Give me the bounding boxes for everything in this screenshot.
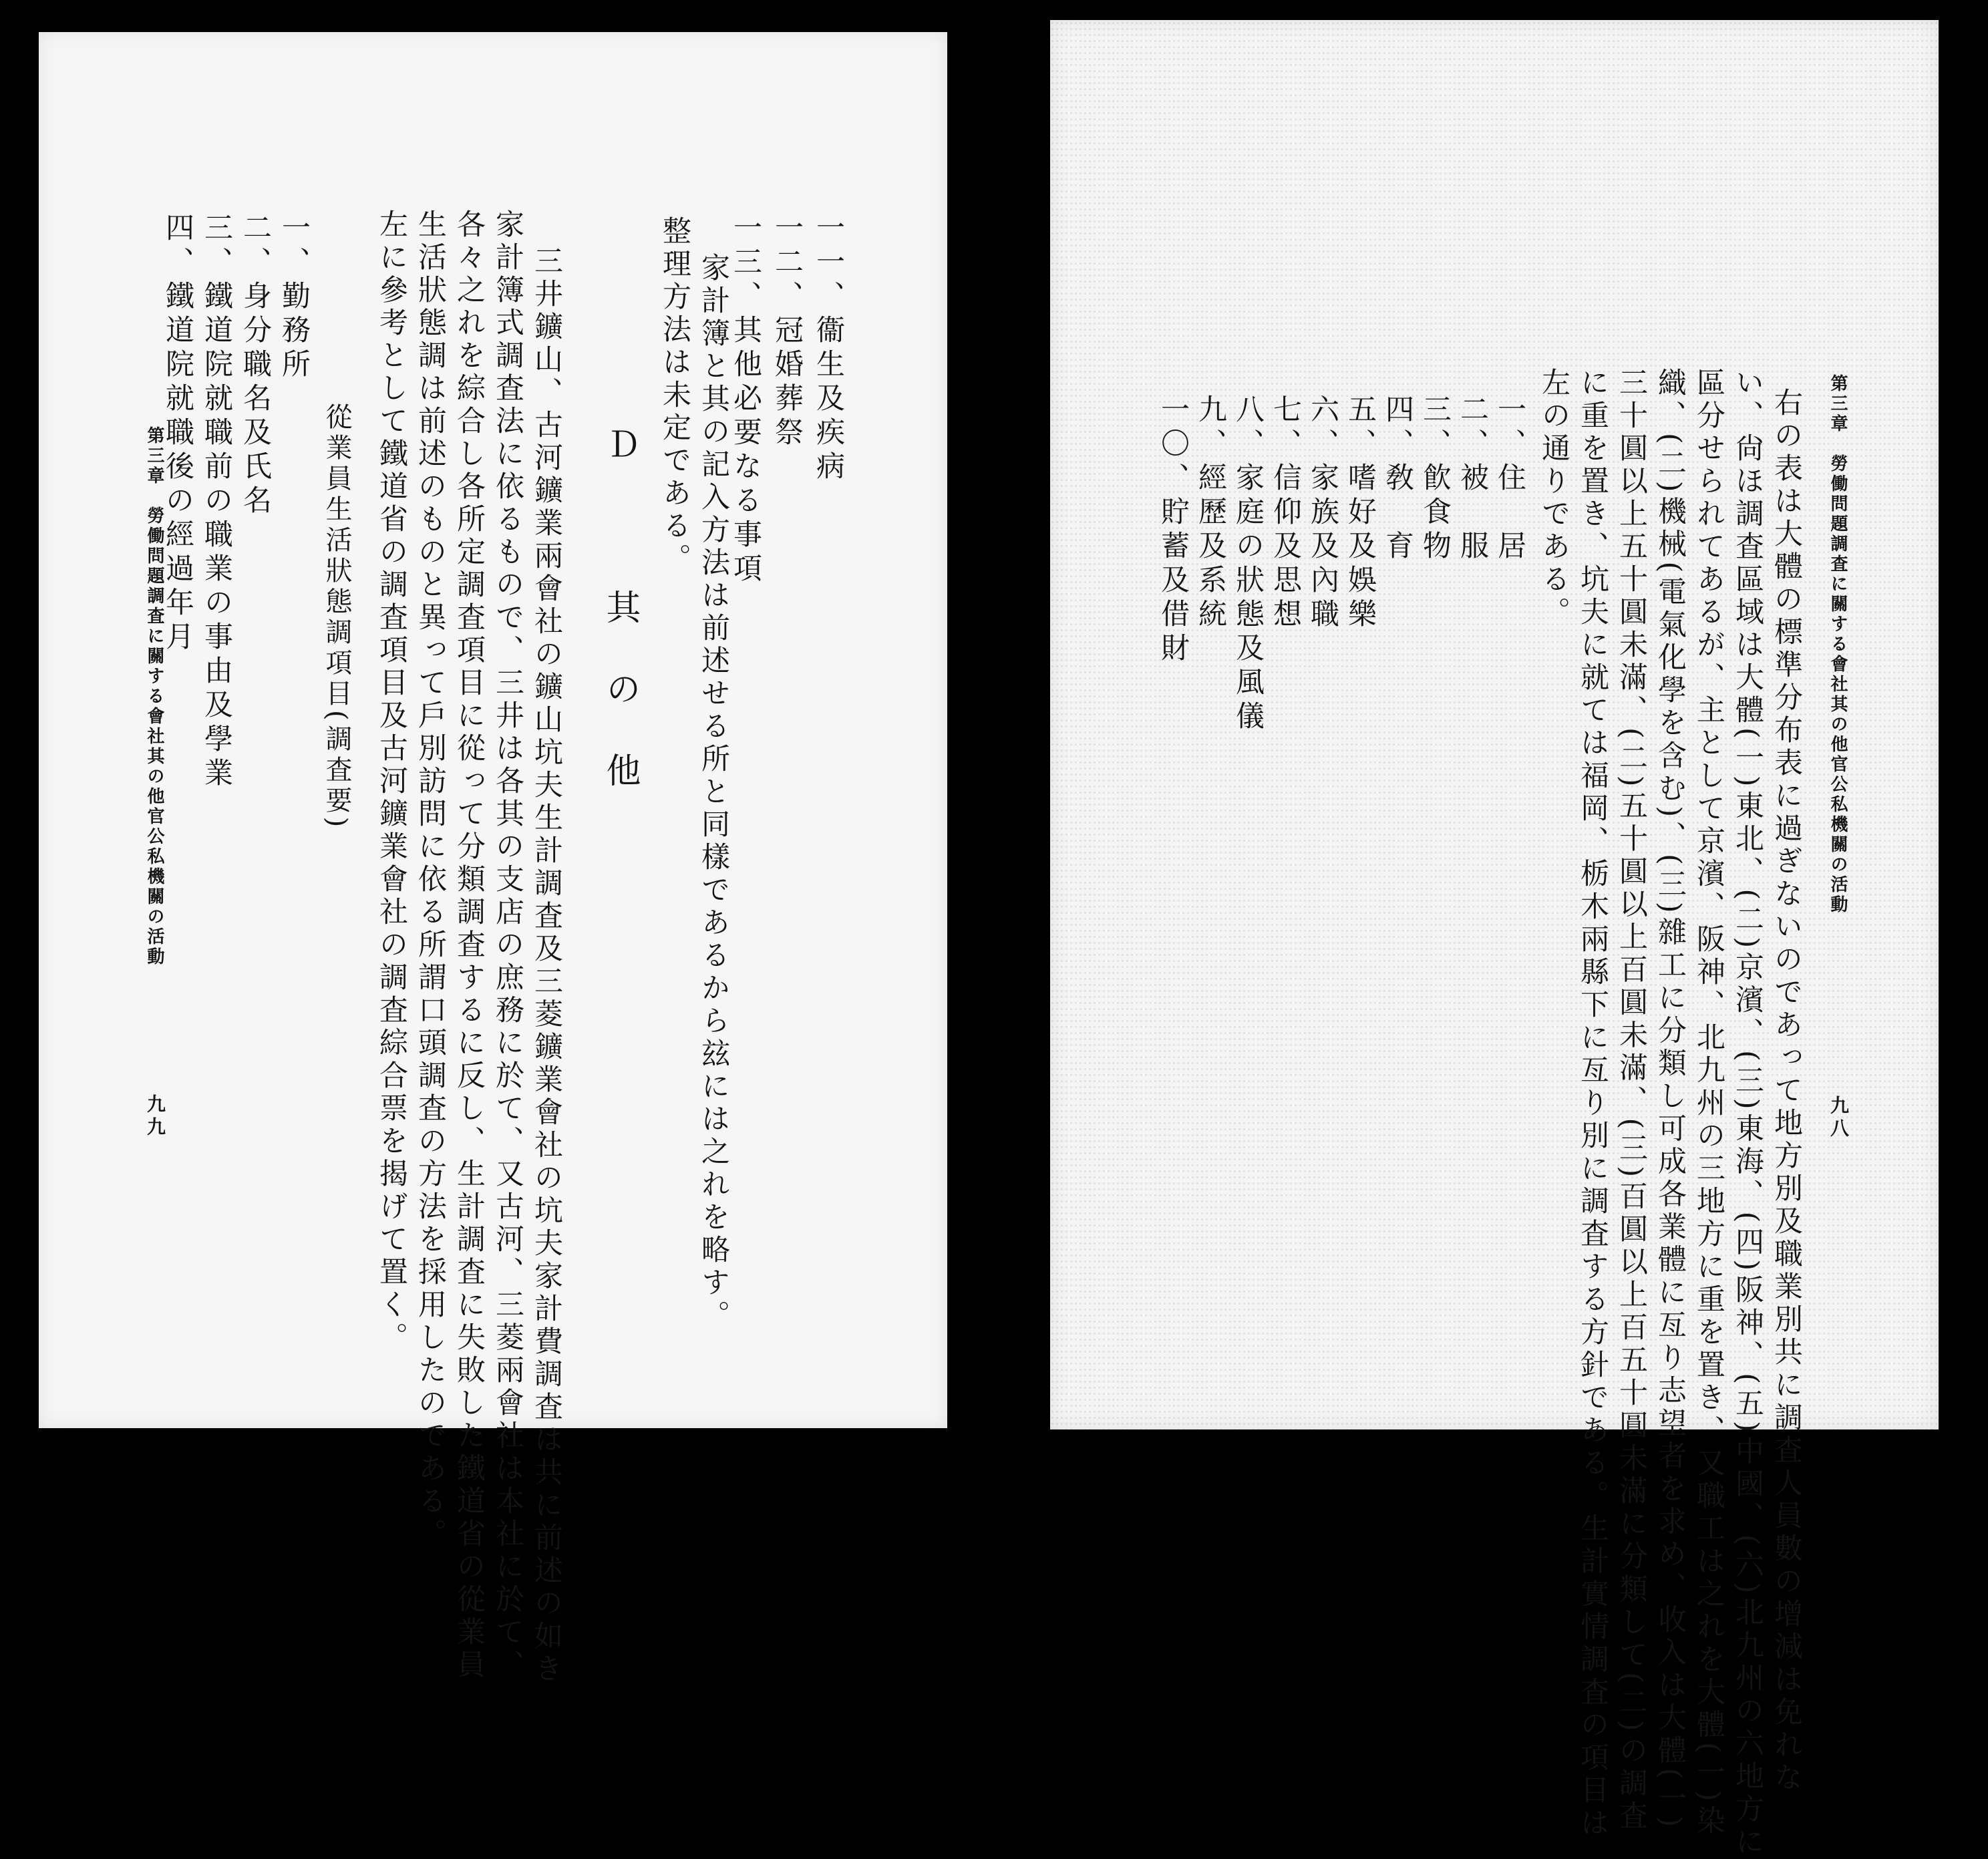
list-item: 一三、其他必要なる事項 <box>729 212 762 587</box>
list-item: 一〇、貯蓄及借財 <box>1156 394 1190 667</box>
list-item: 一一、衞生及疾病 <box>812 212 845 485</box>
page-number: 九八 <box>1828 1095 1850 1141</box>
paragraph-line: 三井鑛山、古河鑛業兩會社の鑛山坑夫生計調査及三菱鑛業會社の坑夫家計費調査は共に前述の如き <box>530 246 563 1686</box>
left-page <box>39 32 947 1686</box>
page-number: 九九 <box>144 1094 166 1140</box>
paragraph-line: 左の通りである。 <box>1537 367 1570 629</box>
list-item: 二、身分職名及氏名 <box>238 212 272 519</box>
section-title: Ｄ 其の他 <box>600 426 640 834</box>
paragraph-line: 左に參考として鐵道省の調査項目及古河鑛業會社の調査綜合票を揭げて置く。 <box>375 209 408 1355</box>
list-item: 八、家庭の狀態及風儀 <box>1231 394 1265 735</box>
paragraph-line: い、尙ほ調査區域は大體(一)東北、(二)京濱、(三)東海、(四)阪神、(五)中國、(六)北九州の六地方に <box>1731 367 1764 1859</box>
list-item: 三、鐵道院就職前の職業の事由及學業 <box>200 212 233 792</box>
list-item: 一二、冠婚葬祭 <box>770 212 804 451</box>
list-item: 九、經歷及系統 <box>1194 394 1227 633</box>
list-item: 六、家族及內職 <box>1306 394 1339 633</box>
right-page <box>1050 20 1939 1859</box>
paragraph-line: に重を置き、坑夫に就ては福岡、栃木兩縣下に亙り別に調査する方針である。生計實情調査の項目は <box>1576 367 1609 1840</box>
running-header: 第三章 勞働問題調査に關する會社其の他官公私機關の活動 <box>144 426 164 967</box>
list-item: 四、敎 育 <box>1381 394 1414 564</box>
paragraph-line: 生活狀態調は前述のものと異って戶別訪問に依る所謂口頭調査の方法を採用したのである。 <box>413 209 447 1551</box>
list-item: 四、鐵道院就職後の經過年月 <box>161 212 194 655</box>
paragraph-line: 區分せられてあるが、主として京濱、阪神、北九州の三地方に重を置き、又職工は之れを大體(一)染 <box>1692 367 1725 1838</box>
subheading: 從業員生活狀態調項目(調査要) <box>321 403 352 832</box>
running-header: 第三章 勞働問題調査に關する會社其の他官公私機關の活動 <box>1828 374 1848 915</box>
paragraph-line: 右の表は大體の標準分布表に過ぎないのであって地方別及職業別共に調査人員數の增減は免れな <box>1770 387 1803 1795</box>
paragraph-line: 家計簿式調査法に依るもので、三井は各其の支店の庶務に於て、又古河、三菱兩會社は本社に於て、 <box>491 209 524 1682</box>
list-item: 一、住 居 <box>1493 394 1526 564</box>
list-item: 七、信仰及思想 <box>1269 394 1302 633</box>
list-item: 一、勤務所 <box>277 212 311 383</box>
list-item: 三、飮食物 <box>1418 394 1452 564</box>
paragraph-line: 織、(二)機械(電氣化學を含む)、(三)雜工に分類し可成各業體に亙り志望者を求め、收入は大體(一) <box>1653 367 1687 1832</box>
list-item: 二、被 服 <box>1456 394 1489 564</box>
paragraph-line: 三十圓以上五十圓未滿、(二)五十圓以上百圓未滿、(三)百圓以上百五十圓未滿に分類して(二)の調査 <box>1615 367 1648 1834</box>
list-item: 五、嗜好及娛樂 <box>1343 394 1377 633</box>
paragraph-line: 各々之れを綜合し各所定調査項目に從って分類調査するに反し、生計調査に失敗した鐵道省の從業員 <box>452 209 486 1682</box>
paragraph-line: 家計簿と其の記入方法は前述せる所と同樣であるから玆には之れを略す。 <box>697 252 730 1333</box>
paragraph-line: 整理方法は未定である。 <box>658 216 691 576</box>
